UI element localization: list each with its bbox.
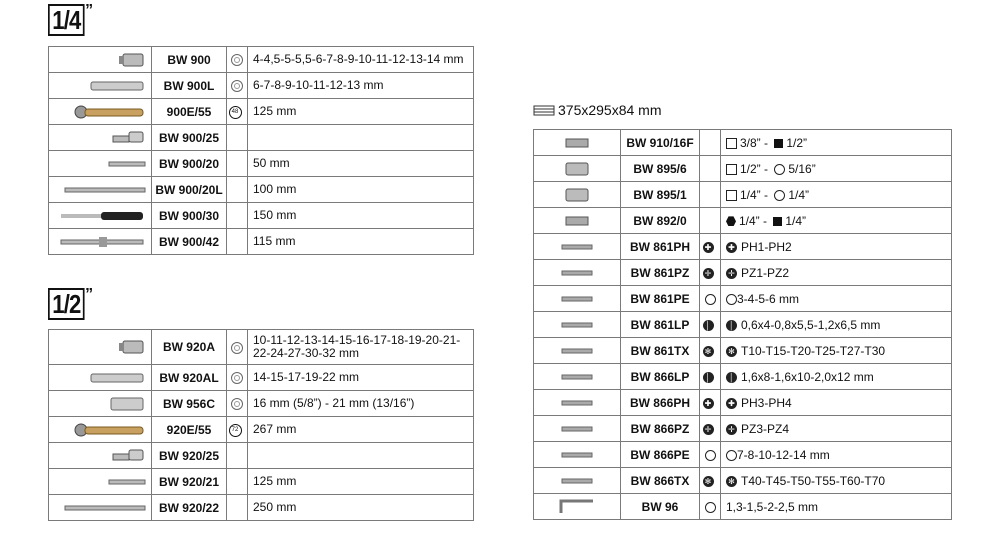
table-row xyxy=(49,443,474,469)
tool-image xyxy=(534,286,621,312)
socket-long-icon xyxy=(87,80,147,92)
spec-cell xyxy=(227,229,248,255)
bit-icon xyxy=(560,346,594,356)
size-values xyxy=(248,443,474,469)
size-cell xyxy=(721,390,952,416)
socket-short-icon xyxy=(117,339,147,355)
spec-cell xyxy=(227,99,248,125)
square-drive-icon xyxy=(726,164,737,175)
hex-ring-icon xyxy=(231,372,243,384)
slotted-icon: │ xyxy=(703,320,714,331)
product-code: BW 920/22 xyxy=(152,495,227,521)
hex-bit-icon xyxy=(726,450,737,461)
short-extension-icon xyxy=(107,477,147,487)
tool-image xyxy=(49,73,152,99)
table-row xyxy=(49,125,474,151)
size-values: PZ1-PZ2 xyxy=(741,265,790,280)
drive-size-label: 1/4 xyxy=(48,4,85,36)
square-drive-icon xyxy=(726,138,737,149)
hex-bit-icon xyxy=(705,294,716,305)
product-code: BW 900/42 xyxy=(152,229,227,255)
product-code: BW 910/16F xyxy=(621,130,700,156)
long-extension-icon xyxy=(63,503,147,513)
toolcase-icon xyxy=(533,104,555,116)
case-dimensions xyxy=(533,102,662,118)
hex-drive-icon xyxy=(726,216,736,226)
tool-image xyxy=(49,47,152,73)
size-values: 10-11-12-13-14-15-16-17-18-19-20-21-22-24-27-30-32 mm xyxy=(248,330,474,365)
spec-cell xyxy=(227,151,248,177)
table-row xyxy=(49,73,474,99)
table-row xyxy=(49,391,474,417)
table-row xyxy=(534,442,952,468)
tool-image xyxy=(49,151,152,177)
product-code: BW 866PH xyxy=(621,390,700,416)
size-cell: 3/8” - 1/2” xyxy=(721,130,952,156)
torx-icon: ✻ xyxy=(726,476,737,487)
table-row xyxy=(534,390,952,416)
size-values: T40-T45-T50-T55-T60-T70 xyxy=(741,473,886,488)
tool-image xyxy=(49,495,152,521)
product-code: 920E/55 xyxy=(152,417,227,443)
bit-icon xyxy=(560,476,594,486)
square-drive-icon xyxy=(726,190,737,201)
tool-image xyxy=(49,443,152,469)
table-row xyxy=(534,130,952,156)
product-code: BW 920AL xyxy=(152,365,227,391)
product-code: BW 866LP xyxy=(621,364,700,390)
tool-image xyxy=(49,203,152,229)
universal-joint-icon xyxy=(111,448,147,464)
tool-image xyxy=(49,469,152,495)
table-row xyxy=(49,151,474,177)
size-from: 1/2” xyxy=(740,161,761,176)
product-code: BW 861PZ xyxy=(621,260,700,286)
inch-mark: ” xyxy=(85,2,94,19)
tool-image xyxy=(534,338,621,364)
bit-type-cell xyxy=(700,182,721,208)
size-to: 1/4” xyxy=(788,187,810,202)
hex-ring-icon xyxy=(231,342,243,354)
product-code: BW 861PH xyxy=(621,234,700,260)
bit-icon xyxy=(560,268,594,278)
size-values: 125 mm xyxy=(248,99,474,125)
hex-bit-icon xyxy=(705,502,716,513)
bit-type-cell xyxy=(700,416,721,442)
hex-socket-icon xyxy=(774,190,785,201)
tool-image xyxy=(534,234,621,260)
size-values: 16 mm (5/8”) - 21 mm (13/16”) xyxy=(248,391,474,417)
teeth-count-icon: 48 xyxy=(229,106,242,119)
ratchet-icon xyxy=(73,104,147,120)
spec-cell xyxy=(227,391,248,417)
hex-socket-icon xyxy=(774,164,785,175)
table-row xyxy=(49,417,474,443)
bit-holder-icon xyxy=(562,187,592,203)
table-row xyxy=(534,494,952,520)
drive-size-label: 1/2 xyxy=(48,288,85,320)
product-code: BW 861TX xyxy=(621,338,700,364)
spec-cell xyxy=(227,365,248,391)
product-code: BW 895/6 xyxy=(621,156,700,182)
product-code: BW 920/21 xyxy=(152,469,227,495)
tool-image xyxy=(534,390,621,416)
spark-plug-socket-icon xyxy=(107,396,147,412)
size-from: 1/4” xyxy=(739,213,760,228)
torx-icon: ✻ xyxy=(703,476,714,487)
size-from: 1/4” xyxy=(740,187,761,202)
table-row xyxy=(534,364,952,390)
bit-icon xyxy=(560,294,594,304)
size-values: 50 mm xyxy=(248,151,474,177)
size-values xyxy=(248,125,474,151)
bit-type-cell xyxy=(700,338,721,364)
table-row xyxy=(49,229,474,255)
table-row xyxy=(49,177,474,203)
section-header-quarter xyxy=(48,4,93,36)
table-row xyxy=(534,468,952,494)
product-code: 900E/55 xyxy=(152,99,227,125)
phillips-icon: ✚ xyxy=(726,242,737,253)
tool-image xyxy=(49,417,152,443)
product-code: BW 900L xyxy=(152,73,227,99)
table-row xyxy=(534,182,952,208)
size-cell: 1/4” - 1/4” xyxy=(721,208,952,234)
size-cell xyxy=(721,468,952,494)
table-row xyxy=(49,330,474,365)
teeth-count-icon: 72 xyxy=(229,424,242,437)
torx-icon: ✻ xyxy=(726,346,737,357)
product-code: BW 866TX xyxy=(621,468,700,494)
universal-joint-icon xyxy=(111,130,147,146)
table-row xyxy=(49,365,474,391)
bit-holder-icon xyxy=(562,161,592,177)
case-dimensions-text: 375x295x84 mm xyxy=(558,102,662,118)
size-values: 6-7-8-9-10-11-12-13 mm xyxy=(248,73,474,99)
product-code: BW 956C xyxy=(152,391,227,417)
spec-cell xyxy=(227,330,248,365)
size-values: 0,6x4-0,8x5,5-1,2x6,5 mm xyxy=(741,317,881,332)
bit-icon xyxy=(560,320,594,330)
tool-image xyxy=(49,99,152,125)
bit-icon xyxy=(560,424,594,434)
tool-image xyxy=(534,130,621,156)
torx-icon: ✻ xyxy=(703,346,714,357)
pozidriv-icon: ✛ xyxy=(726,268,737,279)
product-code: BW 920A xyxy=(152,330,227,365)
product-code: BW 900/20L xyxy=(152,177,227,203)
size-cell xyxy=(721,260,952,286)
bit-type-cell xyxy=(700,286,721,312)
product-code: BW 861PE xyxy=(621,286,700,312)
spec-cell xyxy=(227,47,248,73)
slotted-icon: │ xyxy=(726,320,737,331)
size-values: 125 mm xyxy=(248,469,474,495)
pozidriv-icon: ✛ xyxy=(703,424,714,435)
size-cell xyxy=(721,312,952,338)
size-cell xyxy=(721,234,952,260)
size-values: 1,3-1,5-2-2,5 mm xyxy=(726,499,819,514)
size-cell xyxy=(721,494,952,520)
size-values: PH3-PH4 xyxy=(741,395,792,410)
size-cell xyxy=(721,364,952,390)
short-extension-icon xyxy=(107,159,147,169)
table-row xyxy=(49,47,474,73)
tool-image xyxy=(534,312,621,338)
size-values: PH1-PH2 xyxy=(741,239,792,254)
table-row xyxy=(534,208,952,234)
size-values: 14-15-17-19-22 mm xyxy=(248,365,474,391)
product-code: BW 866PE xyxy=(621,442,700,468)
tool-image xyxy=(534,494,621,520)
tool-image xyxy=(49,229,152,255)
tool-image xyxy=(49,330,152,365)
bit-icon xyxy=(560,372,594,382)
table-row xyxy=(49,495,474,521)
table-row xyxy=(534,338,952,364)
adapter-icon xyxy=(562,214,592,228)
slotted-icon: │ xyxy=(726,372,737,383)
square-drive-filled-icon xyxy=(774,139,783,148)
size-to: 1/2” xyxy=(786,135,808,150)
spec-cell xyxy=(227,495,248,521)
size-to: 1/4” xyxy=(785,213,807,228)
size-cell xyxy=(721,416,952,442)
phillips-icon: ✚ xyxy=(703,242,714,253)
adapter-icon xyxy=(562,136,592,150)
hex-key-icon xyxy=(557,497,597,517)
size-values: 267 mm xyxy=(248,417,474,443)
size-values: 4-4,5-5-5,5-6-7-8-9-10-11-12-13-14 mm xyxy=(248,47,474,73)
bit-icon xyxy=(560,398,594,408)
size-values: 7-8-10-12-14 mm xyxy=(737,447,830,462)
tool-image xyxy=(534,442,621,468)
hex-ring-icon xyxy=(231,54,243,66)
product-code: BW 920/25 xyxy=(152,443,227,469)
slotted-icon: │ xyxy=(703,372,714,383)
size-values: PZ3-PZ4 xyxy=(741,421,790,436)
bit-type-cell xyxy=(700,494,721,520)
product-code: BW 892/0 xyxy=(621,208,700,234)
spec-cell xyxy=(227,203,248,229)
product-code: BW 96 xyxy=(621,494,700,520)
product-code: BW 866PZ xyxy=(621,416,700,442)
size-to: 5/16” xyxy=(788,161,816,176)
bit-type-cell xyxy=(700,468,721,494)
size-values: 115 mm xyxy=(248,229,474,255)
half-inch-table xyxy=(48,329,474,521)
table-row xyxy=(534,286,952,312)
size-values: 150 mm xyxy=(248,203,474,229)
spec-cell xyxy=(227,469,248,495)
phillips-icon: ✚ xyxy=(703,398,714,409)
bit-type-cell xyxy=(700,234,721,260)
phillips-icon: ✚ xyxy=(726,398,737,409)
ratchet-icon xyxy=(73,422,147,438)
quarter-inch-table xyxy=(48,46,474,255)
socket-long-icon xyxy=(87,372,147,384)
spec-cell xyxy=(227,125,248,151)
size-cell xyxy=(721,442,952,468)
size-cell: 1/4” - 1/4” xyxy=(721,182,952,208)
table-row xyxy=(49,469,474,495)
tool-image xyxy=(534,260,621,286)
pozidriv-icon: ✛ xyxy=(703,268,714,279)
table-row xyxy=(534,416,952,442)
table-row xyxy=(49,203,474,229)
size-values: T10-T15-T20-T25-T27-T30 xyxy=(741,343,886,358)
product-code: BW 861LP xyxy=(621,312,700,338)
product-code: BW 900/25 xyxy=(152,125,227,151)
bit-type-cell xyxy=(700,390,721,416)
bit-icon xyxy=(560,242,594,252)
square-drive-filled-icon xyxy=(773,217,782,226)
hex-bit-icon xyxy=(705,450,716,461)
t-bar-icon xyxy=(59,236,147,248)
bit-type-cell xyxy=(700,130,721,156)
size-values: 1,6x8-1,6x10-2,0x12 mm xyxy=(741,369,874,384)
size-from: 3/8” xyxy=(740,135,761,150)
tool-image xyxy=(49,365,152,391)
bit-type-cell xyxy=(700,312,721,338)
tool-image xyxy=(534,364,621,390)
bit-type-cell xyxy=(700,260,721,286)
hex-ring-icon xyxy=(231,398,243,410)
bit-type-cell xyxy=(700,156,721,182)
bit-type-cell xyxy=(700,364,721,390)
hex-bit-icon xyxy=(726,294,737,305)
tool-image xyxy=(534,156,621,182)
tool-image xyxy=(49,125,152,151)
size-cell xyxy=(721,338,952,364)
product-code: BW 900/30 xyxy=(152,203,227,229)
bit-type-cell xyxy=(700,442,721,468)
bits-table xyxy=(533,129,952,520)
bit-icon xyxy=(560,450,594,460)
size-values: 100 mm xyxy=(248,177,474,203)
section-header-half xyxy=(48,288,93,320)
spec-cell xyxy=(227,177,248,203)
table-row xyxy=(49,99,474,125)
spec-cell xyxy=(227,73,248,99)
tool-image xyxy=(49,177,152,203)
size-values: 250 mm xyxy=(248,495,474,521)
tool-image xyxy=(534,416,621,442)
spec-cell xyxy=(227,443,248,469)
bit-type-cell xyxy=(700,208,721,234)
product-code: BW 895/1 xyxy=(621,182,700,208)
inch-mark: ” xyxy=(85,286,94,303)
spec-cell xyxy=(227,417,248,443)
table-row xyxy=(534,312,952,338)
size-cell xyxy=(721,286,952,312)
socket-short-icon xyxy=(117,52,147,68)
table-row xyxy=(534,156,952,182)
size-cell: 1/2” - 5/16” xyxy=(721,156,952,182)
product-code: BW 900/20 xyxy=(152,151,227,177)
table-row xyxy=(534,234,952,260)
hex-ring-icon xyxy=(231,80,243,92)
tool-image xyxy=(534,468,621,494)
tool-image xyxy=(534,182,621,208)
long-extension-icon xyxy=(63,185,147,195)
screwdriver-handle-icon xyxy=(59,210,147,222)
product-code: BW 900 xyxy=(152,47,227,73)
tool-image xyxy=(49,391,152,417)
tool-image xyxy=(534,208,621,234)
size-values: 3-4-5-6 mm xyxy=(737,291,800,306)
table-row xyxy=(534,260,952,286)
pozidriv-icon: ✛ xyxy=(726,424,737,435)
